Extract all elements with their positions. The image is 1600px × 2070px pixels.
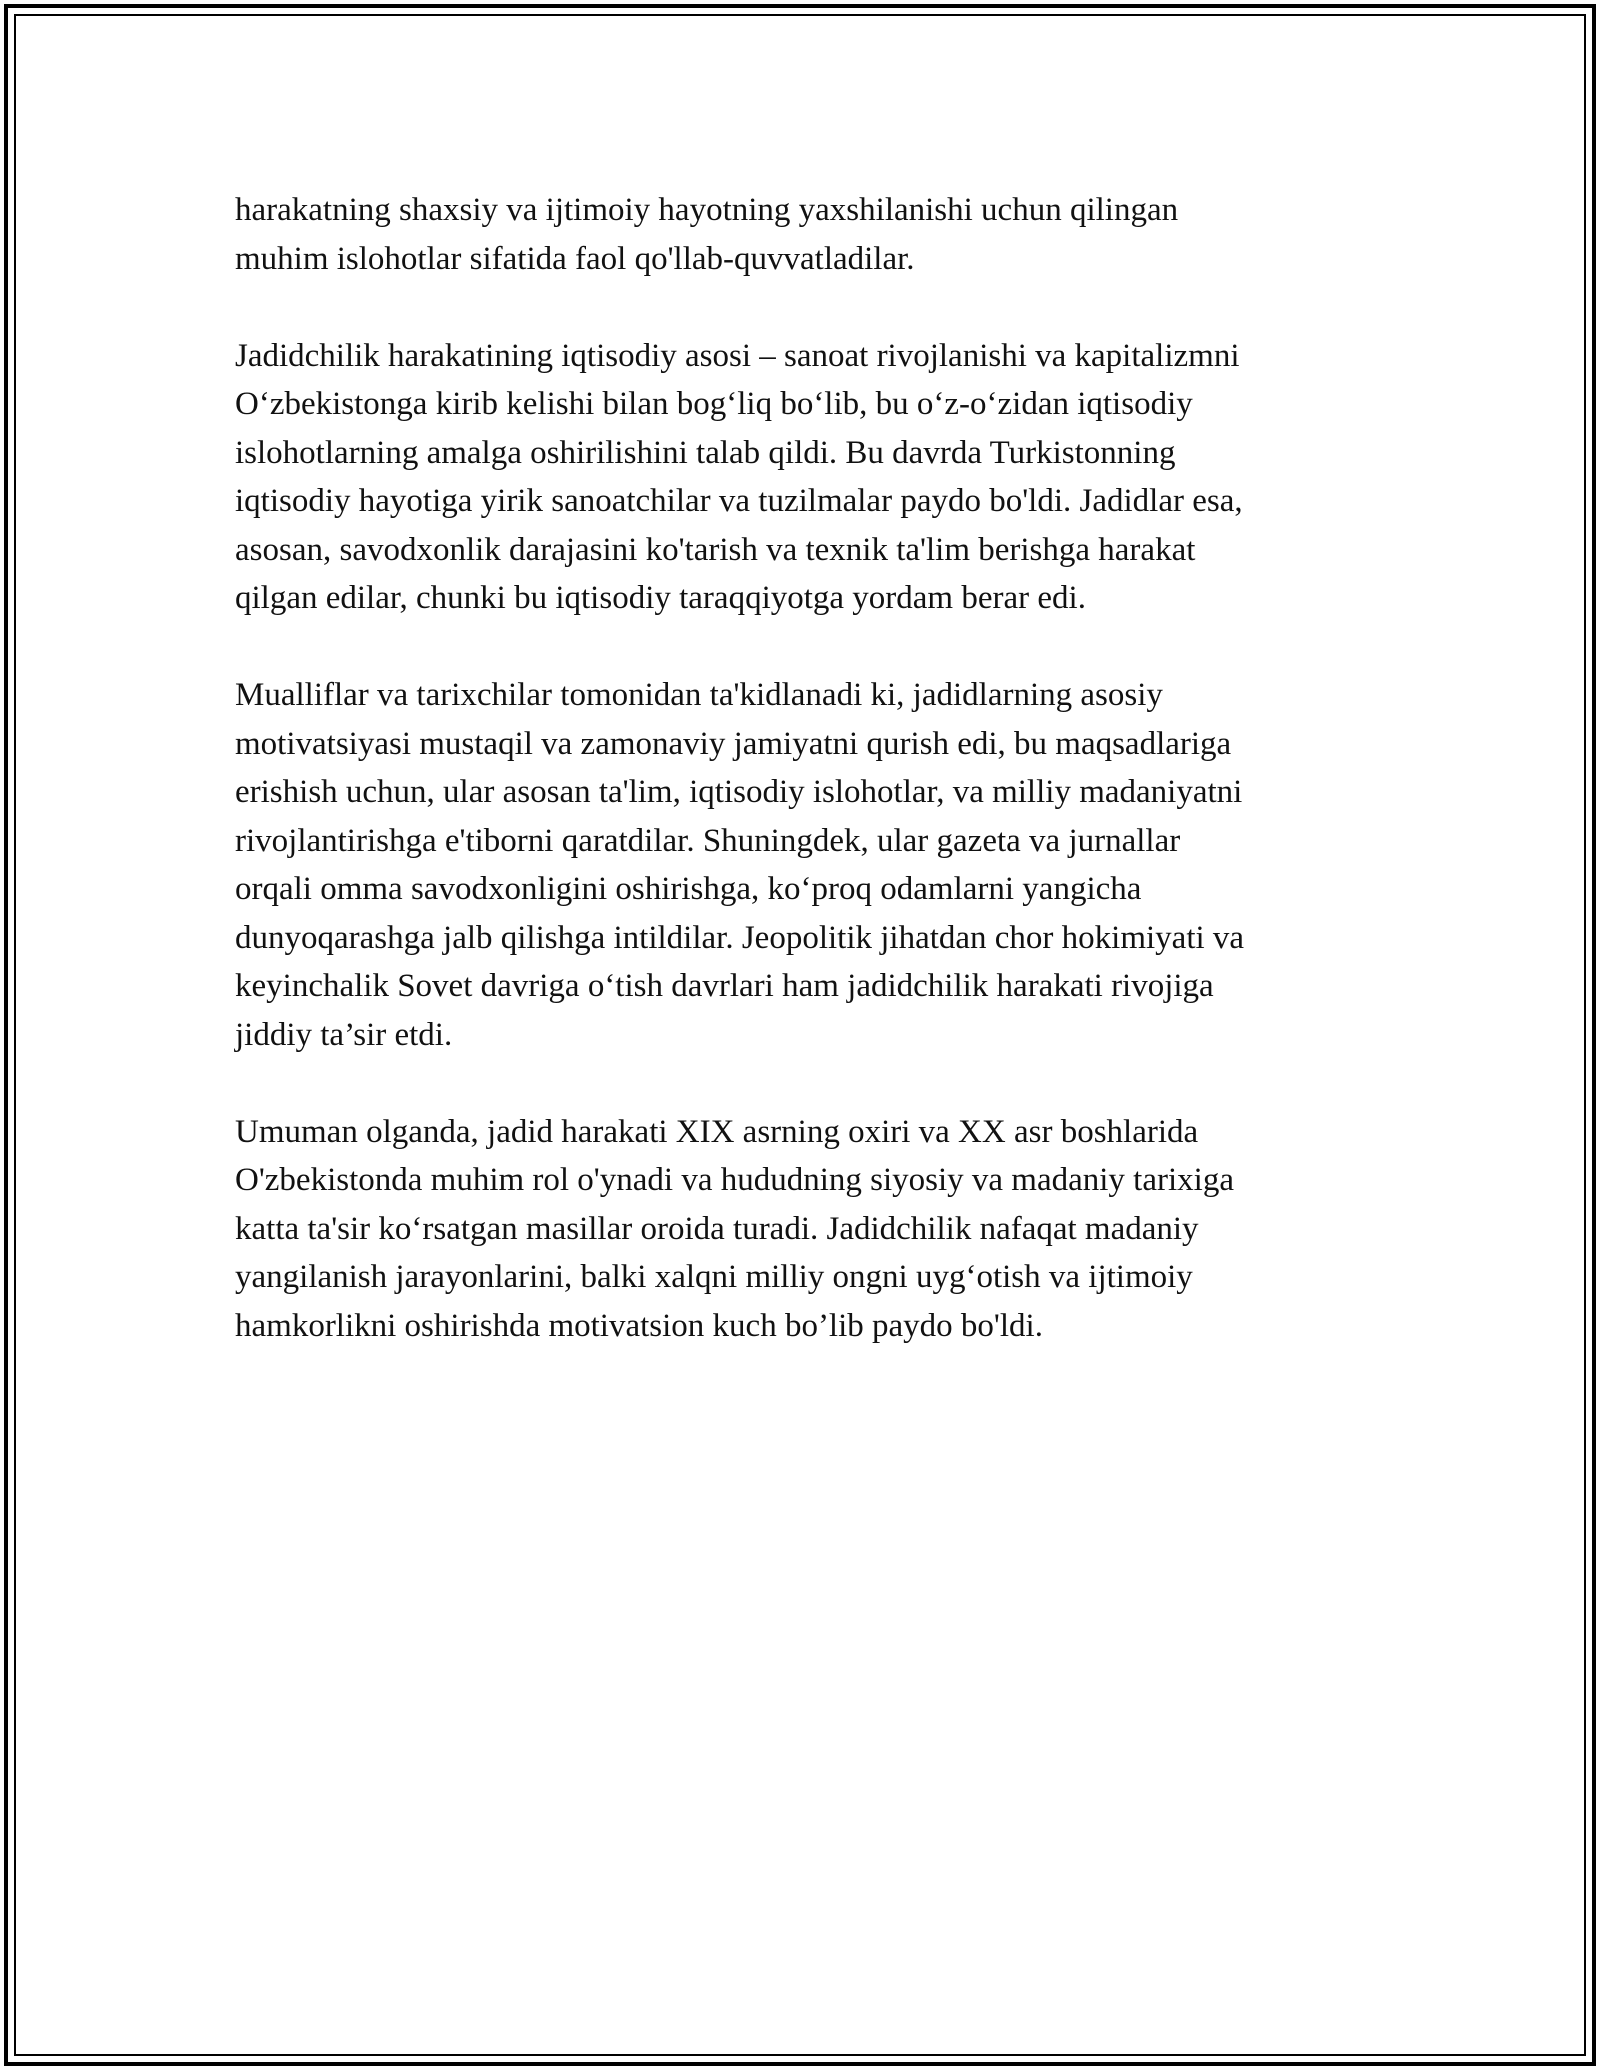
text-line: islohotlarning amalga oshirilishini talab qildi. Bu davrda Turkistonning [235,434,1176,471]
text-line: Umuman olganda, jadid harakati XIX asrning oxiri va XX asr boshlarida [235,1113,1199,1150]
text-line: rivojlantirishga e'tiborni qaratdilar. Shuningdek, ular gazeta va jurnallar [235,822,1181,859]
text-line: erishish uchun, ular asosan ta'lim, iqtisodiy islohotlar, va milliy madaniyatni [235,774,1243,810]
text-line: keyinchalik Sovet davriga o‘tish davrlari ham jadidchilik harakati rivojiga [235,968,1214,1004]
text-line: motivatsiyasi mustaqil va zamonaviy jamiyatni qurish edi, bu maqsadlariga [235,725,1232,762]
text-line: iqtisodiy hayotiga yirik sanoatchilar va tuzilmalar paydo bo'ldi. Jadidlar esa, [235,483,1243,519]
text-line: dunyoqarashga jalb qilishga intildilar. Jeopolitik jihatdan chor hokimiyati va [235,919,1245,956]
text-line: hamkorlikni oshirishda motivatsion kuch bo’lib paydo bo'ldi. [235,1307,1043,1344]
text-line: orqali omma savodxonligini oshirishga, ko‘proq odamlarni yangicha [235,871,1142,907]
paragraph [235,671,1365,1059]
text-line: muhim islohotlar sifatida faol qo'llab-quvvatladilar. [235,240,915,277]
text-line: yangilanish jarayonlarini, balki xalqni milliy ongni uyg‘otish va ijtimoiy [235,1259,1193,1295]
text-line: katta ta'sir ko‘rsatgan masillar oroida turadi. Jadidchilik nafaqat madaniy [235,1210,1199,1247]
text-line: harakatning shaxsiy va ijtimoiy hayotning yaxshilanishi uchun qilingan [235,192,1179,228]
text-line: qilgan edilar, chunki bu iqtisodiy taraqqiyotga yordam berar edi. [235,580,1086,616]
text-line: O'zbekistonda muhim rol o'ynadi va hududning siyosiy va madaniy tarixiga [235,1162,1234,1198]
paragraph [235,186,1365,283]
document-body [235,186,1365,1399]
text-line: asosan, savodxonlik darajasini ko'tarish va texnik ta'lim berishga harakat [235,531,1196,568]
paragraph [235,332,1365,623]
text-line: O‘zbekistonga kirib kelishi bilan bog‘liq bo‘lib, bu o‘z-o‘zidan iqtisodiy [235,386,1193,422]
text-line: Mualliflar va tarixchilar tomonidan ta'kidlanadi ki, jadidlarning asosiy [235,677,1163,713]
text-line: Jadidchilik harakatining iqtisodiy asosi – sanoat rivojlanishi va kapitalizmni [235,337,1240,374]
paragraph [235,1108,1365,1351]
text-line: jiddiy ta’sir etdi. [235,1016,453,1053]
